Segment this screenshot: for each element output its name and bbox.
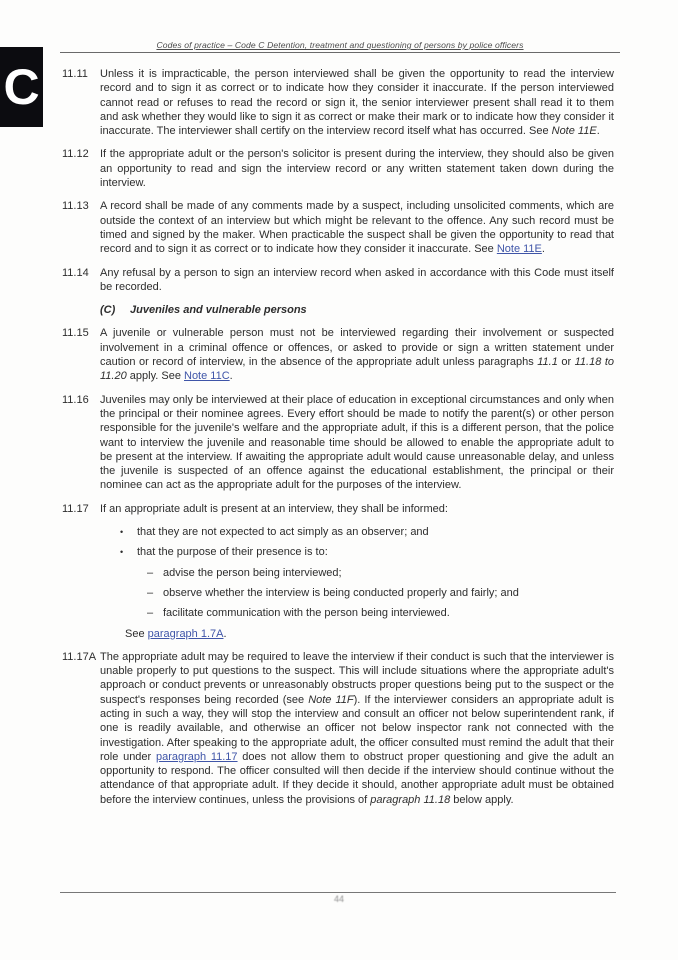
paragraph-number: 11.11 — [62, 68, 88, 80]
text-run: If the appropriate adult or the person's solicitor is present during the interview, they should also be given an opportunity to read and sign the interview record or any written statement taken down during the interview. — [100, 148, 614, 190]
text-run: Juveniles may only be interviewed at their place of education in exceptional circumstances and only when the principal or their nominee agrees. Every effort should be made to notify the parent(s) or other person responsible for the juvenile's welfare and the appropriate adult, if this is a different person, that the police want to interview the juvenile and reasonable time should be allowed to enable the appropriate adult to be present at the interview. If awaiting the appropriate adult would cause unreasonable delay, and unless the juvenile is suspected of an offence against the educational establishment, the principal or their nominee can act as the appropriate adult for the purposes of the interview. — [100, 393, 614, 492]
italic-text-run: 11.18 to 11.20 — [100, 356, 614, 383]
dash-marker: – — [147, 586, 154, 599]
paragraph-number: 11.17 — [62, 502, 89, 515]
text-run: ). If the interviewer considers an appropriate adult is acting in such a way, they will stop the interview and consult an officer not below superintendent rank, if one is readily available, and otherwise an officer not below inspector rank not connected with the investigation. After speaking to the appropriate adult, the officer consulted must remind the adult that their role under — [100, 693, 614, 763]
see-also-line — [125, 627, 614, 641]
item-text — [163, 586, 614, 600]
paragraph-text — [100, 326, 614, 383]
text-run: A record shall be made of any comments made by a suspect, including unsolicited comments, which are outside the context of an interview but which might be relevant to the offence. Any such record must be timed and signed by the maker. When practicable the suspect shall be given the opportunity to read that record and to sign it as correct or to indicate how they consider it inaccurate. See — [100, 200, 614, 256]
paragraph-11.17A — [62, 650, 614, 807]
text-run: . — [223, 627, 227, 640]
cross-reference-link[interactable]: Note 11C — [184, 370, 230, 383]
text-run: that they are not expected to act simply as an observer; and — [137, 526, 429, 539]
paragraph-text — [100, 502, 614, 516]
bullet-item — [120, 545, 614, 559]
text-run: See — [125, 627, 148, 640]
dash-marker: – — [147, 566, 154, 579]
paragraph-text — [100, 67, 614, 138]
paragraph-11.13 — [62, 199, 614, 256]
header-title: Codes of practice – Code C Detention, treatment and questioning of persons by police officers — [156, 40, 524, 50]
paragraph-number: 11.13 — [62, 200, 89, 213]
italic-text-run: Note 11E — [551, 125, 597, 138]
text-run: facilitate communication with the person being interviewed. — [163, 607, 450, 620]
paragraph-11.16 — [62, 393, 614, 493]
dash-item — [147, 586, 614, 600]
paragraph-number: 11.16 — [62, 393, 89, 406]
page-number: 44 — [333, 894, 344, 904]
paragraph-number: 11.15 — [62, 327, 89, 340]
subsection-heading — [100, 303, 614, 317]
item-text — [137, 525, 614, 539]
text-run: A juvenile or vulnerable person must not be interviewed regarding their involvement or suspected involvement in a criminal offence or offences, or asked to provide or sign a written statement under caution or record of interview, in the absence of the appropriate adult unless paragraphs — [100, 327, 614, 369]
paragraph-number: 11.14 — [62, 266, 89, 279]
paragraph-text — [100, 199, 614, 256]
heading-text: Juveniles and vulnerable persons — [130, 304, 307, 317]
page-header — [60, 34, 620, 53]
bullet-item — [120, 525, 614, 539]
text-run: Unless it is impracticable, the person interviewed shall be given the opportunity to read the interview record and to sign it as correct or to indicate how they consider it inaccurate. If the person interviewed cannot read or refuses to read the record or sign it, the senior interviewer present shall read it to them and ask whether they would like to sign it as correct or make their mark or to indicate how they consider it inaccurate. The interviewer shall certify on the interview record itself what has occurred. See — [100, 68, 614, 138]
text-run: Any refusal by a person to sign an interview record when asked in accordance with this Code must itself be recorded. — [100, 266, 614, 293]
text-run: observe whether the interview is being conducted properly and fairly; and — [163, 586, 519, 599]
dash-marker: – — [147, 607, 154, 620]
item-text — [163, 566, 614, 580]
bullet-marker: • — [120, 547, 124, 558]
cross-reference-link[interactable]: paragraph 11.17 — [155, 750, 238, 763]
paragraph-11.11 — [62, 67, 614, 138]
text-run: advise the person being interviewed; — [163, 566, 342, 579]
italic-text-run: Note 11F — [308, 693, 354, 706]
item-text — [137, 545, 614, 559]
paragraph-11.15 — [62, 326, 614, 383]
cross-reference-link[interactable]: paragraph 1.7A — [147, 627, 224, 640]
footer-rule — [60, 892, 616, 893]
dash-item — [147, 606, 614, 620]
paragraph-11.14 — [62, 266, 614, 295]
text-run: . — [229, 370, 233, 383]
text-run: . — [596, 125, 600, 138]
paragraph-text — [100, 650, 614, 807]
paragraph-11.17 — [62, 502, 614, 516]
paragraph-number: 11.12 — [62, 148, 89, 161]
text-run: below apply. — [450, 793, 514, 806]
paragraph-text — [100, 147, 614, 190]
heading-label: (C) — [100, 304, 116, 317]
section-tab-label: C — [3, 59, 40, 115]
text-run: If an appropriate adult is present at an interview, they shall be informed: — [100, 502, 448, 515]
italic-text-run: 11.1 — [537, 356, 558, 369]
cross-reference-link[interactable]: Note 11E — [496, 243, 542, 256]
dash-item — [147, 566, 614, 580]
text-run: or — [557, 356, 575, 369]
bullet-marker: • — [120, 527, 124, 538]
section-tab-letter — [0, 47, 43, 127]
item-text — [163, 606, 614, 620]
italic-text-run: paragraph 11.18 — [370, 793, 451, 806]
document-body — [62, 67, 614, 816]
paragraph-text — [100, 266, 614, 295]
paragraph-number: 11.17A — [62, 650, 97, 663]
text-run: apply. See — [126, 370, 184, 383]
text-run: does not allow them to obstruct proper questioning and give the adult an opportunity to respond. The officer consulted will then decide if the interview should continue without the attendance of that appropriate adult. If they decide it should, another appropriate adult must be obtained before the interview continues, unless the provisions of — [100, 750, 614, 806]
text-run: The appropriate adult may be required to leave the interview if their conduct is such that the interviewer is unable properly to put questions to the suspect. This will include situations where the appropriate adult's approach or conduct prevents or unreasonably obstructs proper questions being put to the suspect or the suspect's responses being recorded (see — [100, 650, 614, 706]
text-run: that the purpose of their presence is to: — [137, 546, 328, 559]
text-run: . — [541, 243, 545, 256]
paragraph-11.12 — [62, 147, 614, 190]
paragraph-text — [100, 393, 614, 493]
